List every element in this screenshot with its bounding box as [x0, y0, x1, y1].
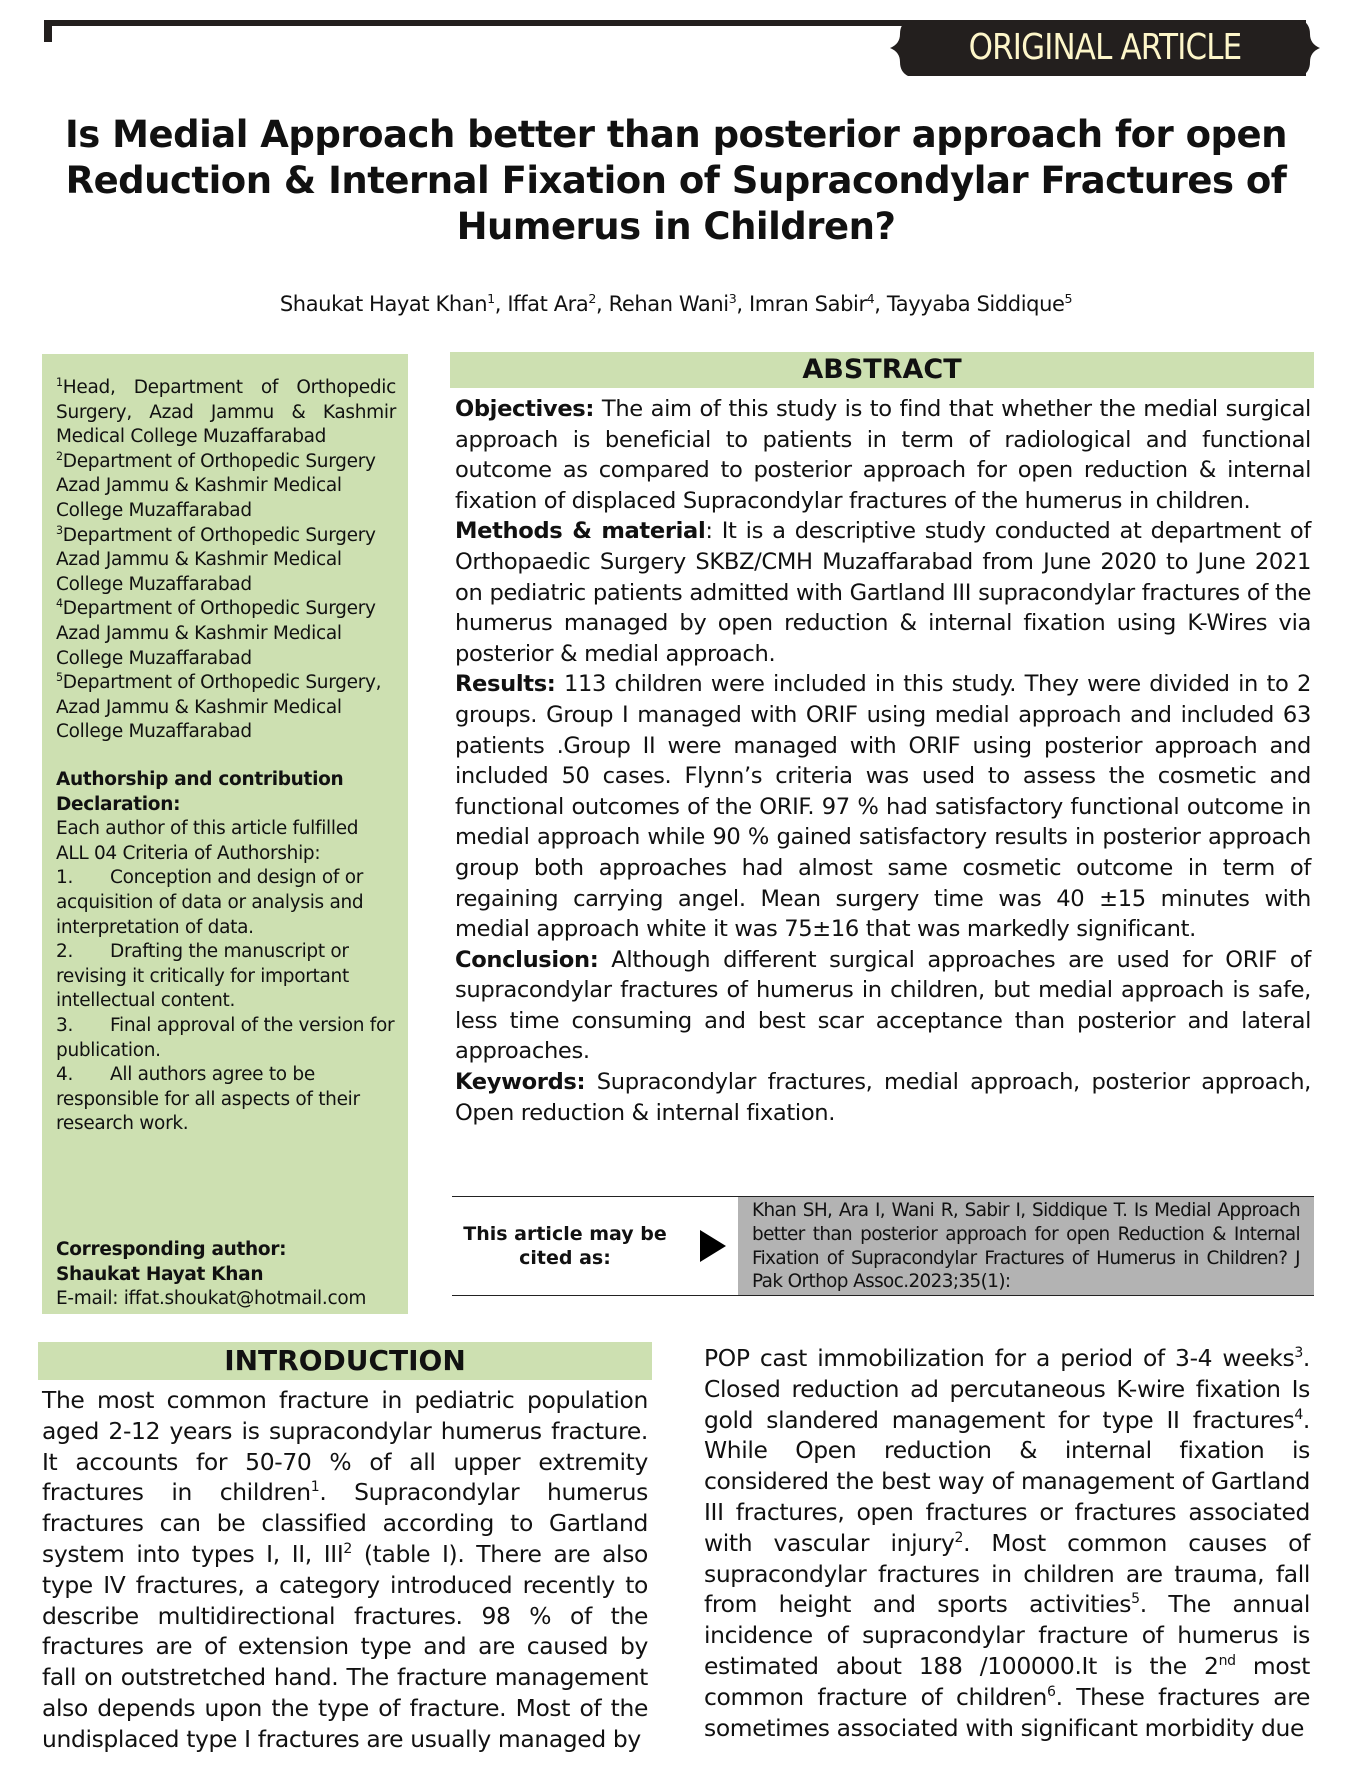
text-run: . The annual incidence of supracondylar fracture of humerus is estimated about 188 /100000.It is the 2 [704, 1590, 1311, 1680]
author-sup: 1 [487, 291, 495, 306]
header-rule-tick [44, 20, 52, 42]
affiliation-item [56, 671, 396, 745]
abstract-body [455, 394, 1311, 1128]
corresponding-name: Shaukat Hayat Khan [56, 1263, 264, 1285]
affiliation-text: Department of Orthopedic Surgery Azad Jammu & Kashmir Medical College Muzaffarabad [56, 450, 376, 521]
affiliation-sup: 4 [56, 597, 63, 611]
section-label: Objectives: [455, 396, 595, 422]
affiliation-sup: 2 [56, 449, 63, 463]
text-run: (table I). There are also type IV fractures, a category introduced recently to describe multidirectional fractures. 98 % of the fractures are of extension type and are caused by fall on outstretched hand. The fracture management also depends upon the type of fracture. Most of the undisplaced type I fractures are usually managed by [42, 1539, 648, 1753]
affiliations [56, 376, 396, 745]
corresponding-author [56, 1238, 396, 1312]
introduction-column-right [704, 1343, 1310, 1743]
text-run: POP cast immobilization for a period of 3-4 weeks [704, 1344, 1295, 1372]
introduction-paragraph [704, 1343, 1310, 1743]
item-number: 2. [56, 941, 74, 963]
section-label: Results: [455, 671, 556, 698]
author-sup: 4 [866, 291, 875, 306]
declaration-item [56, 940, 396, 1014]
text-run: . Closed reduction ad percutaneous K-wire fixation Is gold slandered management for type II fractures [704, 1344, 1310, 1434]
item-number: 4. [56, 1064, 74, 1086]
introduction-heading: INTRODUCTION [38, 1342, 652, 1380]
abstract-results [455, 669, 1311, 944]
declaration-item [56, 1063, 396, 1137]
affiliation-sup: 5 [56, 670, 63, 684]
citation-box [452, 1196, 1314, 1296]
affiliation-text: Department of Orthopedic Surgery, Azad Jammu & Kashmir Medical College Muzaffarabad [56, 672, 382, 743]
play-triangle-icon [688, 1197, 738, 1295]
section-text: Supracondylar fractures, medial approach, posterior approach, Open reduction & internal fixation. [455, 1069, 1311, 1126]
reference-sup: 2 [954, 1529, 964, 1546]
item-number: 1. [56, 867, 74, 889]
reference-sup: 6 [1047, 1683, 1056, 1700]
section-label: Conclusion: [455, 946, 599, 973]
author-name: Iffat Ara [507, 292, 589, 316]
text-run: most common fracture of children [704, 1651, 1310, 1711]
declaration-intro: Each author of this article fulfilled ALL 04 Criteria of Authorship: [56, 818, 359, 864]
text-run: The most common fracture in pediatric population aged 2-12 years is supracondylar humerus fracture. It accounts for 50-70 % of all upper extremity fractures in children [42, 1386, 648, 1507]
affiliation-item [56, 524, 396, 598]
reference-sup: 1 [310, 1479, 320, 1496]
item-text: Final approval of the version for publication. [56, 1014, 395, 1061]
item-text: All authors agree to be responsible for all aspects of their research work. [56, 1064, 360, 1135]
affiliation-item [56, 450, 396, 524]
citation-label: This article may be cited as: [463, 1223, 667, 1269]
text-run: . Most common causes of supracondylar fractures in children are trauma, fall from height and sports activities [704, 1528, 1310, 1619]
author-name: Imran Sabir [748, 292, 867, 316]
section-label: ORIGINAL ARTICLE [968, 27, 1242, 68]
abstract-conclusion [455, 945, 1311, 1067]
banner-right-cap-icon [1294, 20, 1324, 76]
section-label: Methods & material [455, 518, 706, 545]
affiliation-text: Head, Department of Orthopedic Surgery, Azad Jammu & Kashmir Medical College Muzaffarabad [56, 377, 396, 448]
author-name: Tayyaba Siddique [886, 292, 1065, 316]
header-rule [44, 20, 924, 26]
text-run: . These fractures are sometimes associated with significant morbidity due [704, 1682, 1310, 1742]
abstract-keywords [455, 1067, 1311, 1128]
reference-sup: 4 [1294, 1406, 1303, 1423]
section-text: Although different surgical approaches are used for ORIF of supracondylar fractures of humerus in children, but medial approach is safe, less time consuming and best scar acceptance than posterior and lateral approaches. [455, 946, 1311, 1065]
author-name: Shaukat Hayat Khan [279, 292, 488, 316]
abstract-methods [455, 516, 1311, 669]
text-run: . While Open reduction & internal fixation is considered the best way of management of Gartland III fractures, open fractures or fractures associated with vascular injury [704, 1405, 1310, 1557]
text-run: . Supracondylar humerus fractures can be classified according to Gartland system into types I, II, III [42, 1478, 648, 1568]
author-name: Rehan Wani [608, 292, 729, 316]
article-title: Is Medial Approach better than posterior approach for open Reduction & Internal Fixation of Supracondylar Fractures of Humerus in Children? [65, 113, 1287, 248]
authorship-declaration [56, 768, 396, 1137]
author-list: Shaukat Hayat Khan$^1$, Iffat Ara$^2$, Rehan Wani$^3$, Imran Sabir$^4$, Tayyaba Siddique$^5$ [279, 291, 1073, 316]
section-text: 113 children were included in this study. They were divided in to 2 groups. Group I managed with ORIF using medial approach and included 63 patients .Group II were managed with ORIF using posterior approach and included 50 cases. Flynn’s criteria was used to assess the cosmetic and functional outcomes of the ORIF. 97 % had satisfactory functional outcome in medial approach while 90 % gained satisfactory results in posterior approach group both approaches had almost same cosmetic outcome in term of regaining carrying angel. Mean surgery time was 40 ±15 minutes with medial approach white it was 75±16 that was markedly significant. [455, 671, 1311, 943]
affiliation-item [56, 597, 396, 671]
reference-sup: 3 [1294, 1345, 1303, 1362]
item-text: Drafting the manuscript or revising it critically for important intellectual content. [56, 941, 349, 1012]
affiliation-sup: 3 [56, 523, 63, 537]
section-text: The aim of this study is to find that whether the medial surgical approach is beneficial to patients in term of radiological and functional outcome as compared to posterior approach for open reduction & internal fixation of displaced Supracondylar fractures of the humerus in children. [455, 396, 1311, 514]
section-banner [886, 20, 1324, 76]
author-sup: 3 [728, 291, 737, 306]
author-sup: 2 [588, 291, 597, 306]
affiliation-item [56, 376, 396, 450]
declaration-item [56, 1014, 396, 1063]
item-number: 3. [56, 1014, 74, 1036]
author-sup: 5 [1064, 291, 1073, 306]
corresponding-label: Corresponding author: [56, 1239, 287, 1260]
corresponding-email[interactable]: E-mail: iffat.shoukat@hotmail.com [56, 1288, 367, 1310]
abstract-heading: ABSTRACT [450, 352, 1314, 388]
introduction-paragraph [42, 1385, 648, 1755]
declaration-item [56, 866, 396, 940]
affiliation-text: Department of Orthopedic Surgery Azad Jammu & Kashmir Medical College Muzaffarabad [56, 598, 376, 669]
sidebar-panel [42, 354, 408, 1314]
section-label: Keywords: [455, 1069, 586, 1096]
reference-sup: nd [1218, 1653, 1236, 1670]
item-text: Conception and design of or acquisition of data or analysis and interpretation of data. [56, 867, 364, 938]
reference-sup: 2 [343, 1541, 352, 1558]
affiliation-text: Department of Orthopedic Surgery Azad Jammu & Kashmir Medical College Muzaffarabad [56, 524, 376, 595]
citation-text: Khan SH, Ara I, Wani R, Sabir I, Siddique T. Is Medial Approach better than posterior approach for open Reduction & Internal Fixation of Supracondylar Fractures of Humerus in Children? J Pak Orthop Assoc.2023;35(1): [738, 1197, 1314, 1295]
section-text: : It is a descriptive study conducted at department of Orthopaedic Surgery SKBZ/CMH Muzaffarabad from June 2020 to June 2021 on pediatric patients admitted with Gartland III supracondylar fractures of the humerus managed by open reduction & internal fixation using K-Wires via posterior & medial approach. [455, 518, 1312, 667]
declaration-heading: Authorship and contribution Declaration: [56, 769, 344, 815]
reference-sup: 5 [1131, 1591, 1140, 1608]
affiliation-sup: 1 [56, 375, 63, 389]
introduction-column-left [42, 1385, 648, 1755]
abstract-objectives [455, 394, 1311, 516]
